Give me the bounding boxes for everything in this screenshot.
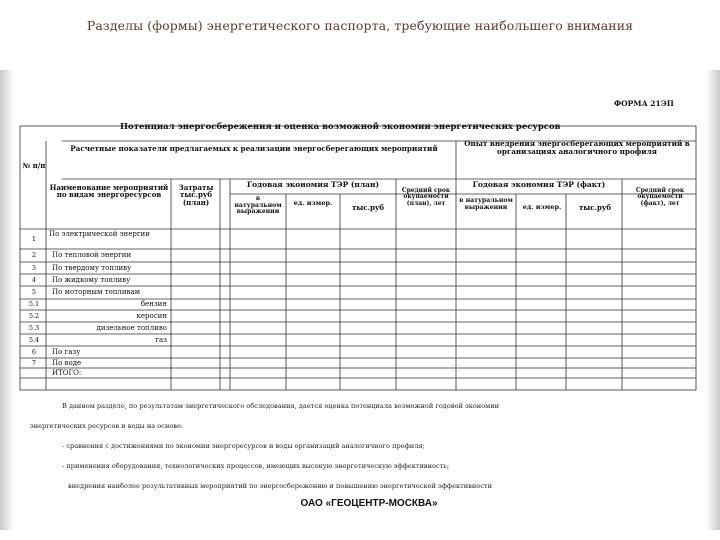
header-units-fact: ед. измер.: [522, 203, 562, 211]
header-group-experience: Опыт внедрения энергосберегающих мероприятий в организациях аналогичного профиля: [464, 139, 690, 156]
paragraph-line: - применения оборудования, технологических процессов, имеющих высокую энергетическую эффективность;: [62, 462, 450, 470]
row-num: 6: [31, 348, 37, 356]
header-units: ед. измер.: [293, 199, 333, 207]
paragraph-line: внедрения наиболее результативных мероприятий по энергосбережению и повышению энергетической эффективности: [68, 482, 492, 490]
table-title: Потенциал энергосбережения и оценка возможной экономии энергетических ресурсов: [120, 122, 561, 132]
row-name: По жидкому топливу: [52, 276, 131, 284]
row-name: бензин: [140, 300, 167, 308]
paragraph-line: В данном разделе, по результатам энергетического обследования, дается оценка потенциала возможной годовой экономии: [62, 402, 500, 410]
left-shadow-decoration: [0, 70, 14, 530]
row-num: 2: [31, 251, 37, 259]
row-name: По воде: [52, 359, 82, 367]
header-cost: Затраты тыс.руб (план): [178, 183, 214, 207]
slide-title: Разделы (формы) энергетического паспорта, требующие наибольшего внимания: [86, 18, 634, 33]
form-label: ФОРМА 21ЭП: [614, 99, 674, 108]
header-natural-fact: в натуральном выражении: [459, 197, 513, 211]
row-num: 5.4: [28, 336, 40, 344]
row-name: газ: [155, 336, 167, 344]
header-econ-plan: Годовая экономия ТЭР (план): [246, 180, 380, 189]
row-name: По электрической энергии: [49, 230, 150, 238]
row-name: По тепловой энергии: [52, 251, 132, 259]
row-name: керосин: [136, 312, 167, 320]
energy-passport-form: [16, 96, 704, 516]
header-rub-fact: тыс.руб: [578, 203, 612, 212]
header-group-calc: Расчетные показатели предлагаемых к реализации энергосберегающих мероприятий: [70, 144, 438, 153]
header-payback-plan: Средний срок окупаемости (план), лет: [401, 187, 451, 207]
row-num: 5.2: [28, 312, 40, 320]
row-num: 7: [31, 359, 37, 367]
paragraph-line: - сравнения с достижениями по экономии энергоресурсов и воды организаций аналогичного профиля;: [62, 442, 425, 450]
header-natural: в натуральном выражении: [234, 195, 282, 215]
row-name: По твердому топливу: [52, 264, 132, 272]
paragraph-line: энергетических ресурсов и воды на основе:: [30, 422, 184, 430]
header-payback-fact: Средний срок окупаемости (факт), лет: [635, 187, 685, 207]
header-name: Наименование мероприятий по видам энергоресурсов: [49, 183, 169, 200]
row-name: По моторным топливам: [52, 288, 141, 296]
row-num: 5.3: [28, 324, 40, 332]
row-name: дизельное топливо: [96, 324, 167, 332]
header-num: № п/п: [22, 161, 46, 170]
right-shadow-decoration: [706, 70, 720, 530]
row-num: 1: [31, 235, 37, 243]
row-num: 4: [31, 276, 37, 284]
row-name: По газу: [52, 348, 81, 356]
row-total: ИТОГО:: [52, 369, 82, 377]
row-num: 3: [31, 264, 37, 272]
header-econ-fact: Годовая экономия ТЭР (факт): [472, 180, 606, 189]
header-rub: тыс.руб: [351, 203, 385, 212]
row-num: 5.1: [28, 300, 40, 308]
footer-company-name: ОАО «ГЕОЦЕНТР-МОСКВА»: [146, 496, 592, 512]
row-num: 5: [31, 288, 37, 296]
